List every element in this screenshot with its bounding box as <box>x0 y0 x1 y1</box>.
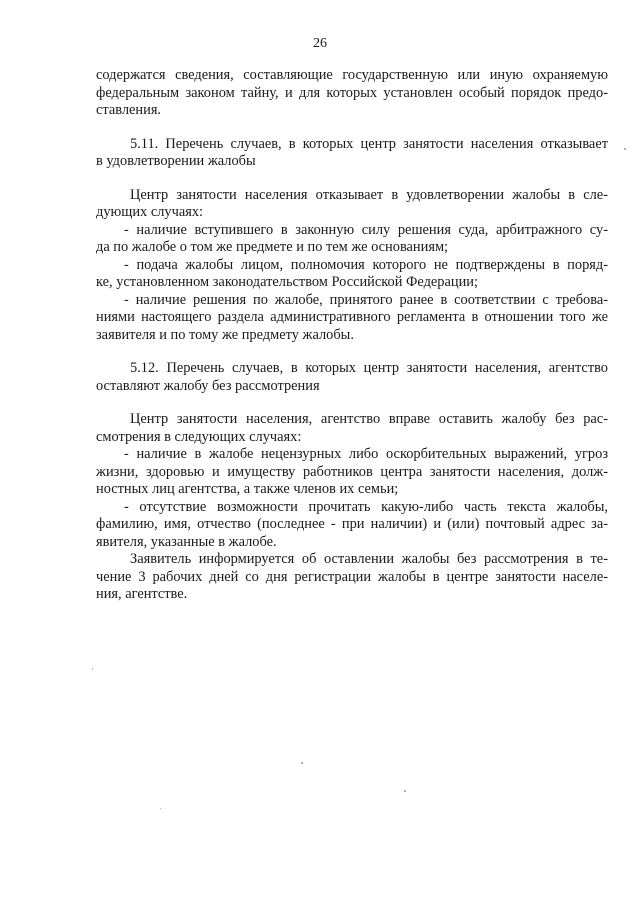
paragraph-continuation <box>96 67 608 120</box>
list-item-line: - наличие вступившего в законную силу решения суда, арбитражного су- <box>124 221 608 238</box>
section-heading-5-12 <box>96 360 608 395</box>
text-line: заявителя и по тому же предмету жалобы. <box>96 326 354 343</box>
scan-speck <box>404 790 406 792</box>
list-item-line: - наличие решения по жалобе, принятого ранее в соответствии с требова- <box>124 291 608 308</box>
text-line: 5.11. Перечень случаев, в которых центр занятости населения отказывает <box>130 135 608 152</box>
list-item-line: - наличие в жалобе нецензурных либо оскорбительных выражений, угроз <box>124 446 608 462</box>
text-line: явителя, указанные в жалобе. <box>96 533 277 550</box>
section-heading-5-11 <box>96 136 608 171</box>
text-line: ностных лиц агентства, а также членов их семьи; <box>96 481 399 497</box>
text-line: жизни, здоровью и имуществу работников центра занятости населения, долж- <box>96 463 608 480</box>
text-line: дующих случаях: <box>96 204 204 220</box>
section-body-5-12 <box>96 411 608 604</box>
text-line: оставляют жалобу без рассмотрения <box>96 377 320 394</box>
scan-speck <box>301 762 303 764</box>
text-line: да по жалобе о том же предмете и по тем же основаниям; <box>96 239 449 255</box>
list-item-line: - подача жалобы лицом, полномочия которого не подтверждены в поряд- <box>124 256 608 273</box>
text-line: федеральным законом тайну, и для которых установлен особый порядок предо- <box>96 84 608 101</box>
text-line: в удовлетворении жалобы <box>96 153 256 169</box>
scan-speck <box>160 808 161 809</box>
list-item-line: - отсутствие возможности прочитать какую-либо часть текста жалобы, <box>124 498 608 515</box>
text-line: Центр занятости населения, агентство вправе оставить жалобу без рас- <box>130 411 608 427</box>
text-line: чение 3 рабочих дней со дня регистрации жалобы в центре занятости населе- <box>96 568 608 585</box>
text-line: 5.12. Перечень случаев, в которых центр занятости населения, агентство <box>130 360 608 376</box>
text-line: Центр занятости населения отказывает в удовлетворении жалобы в сле- <box>130 186 608 203</box>
section-body-5-11 <box>96 187 608 345</box>
text-line: фамилию, имя, отчество (последнее - при наличии) и (или) почтовый адрес за- <box>96 516 608 532</box>
text-line: Заявитель информируется об оставлении жалобы без рассмотрения в те- <box>130 551 608 567</box>
text-line: содержатся сведения, составляющие государственную или иную охраняемую <box>96 67 608 83</box>
text-line: ставления. <box>96 102 162 118</box>
text-line: ния, агентстве. <box>96 586 188 602</box>
text-line: ке, установленном законодательством Российской Федерации; <box>96 274 478 290</box>
scan-speck <box>92 668 93 670</box>
document-body <box>96 67 608 604</box>
page-number: 26 <box>313 36 327 51</box>
text-line: ниями настоящего раздела административного регламента в отношении того же <box>96 309 608 325</box>
scan-speck <box>624 148 626 150</box>
text-line: смотрения в следующих случаях: <box>96 428 302 445</box>
